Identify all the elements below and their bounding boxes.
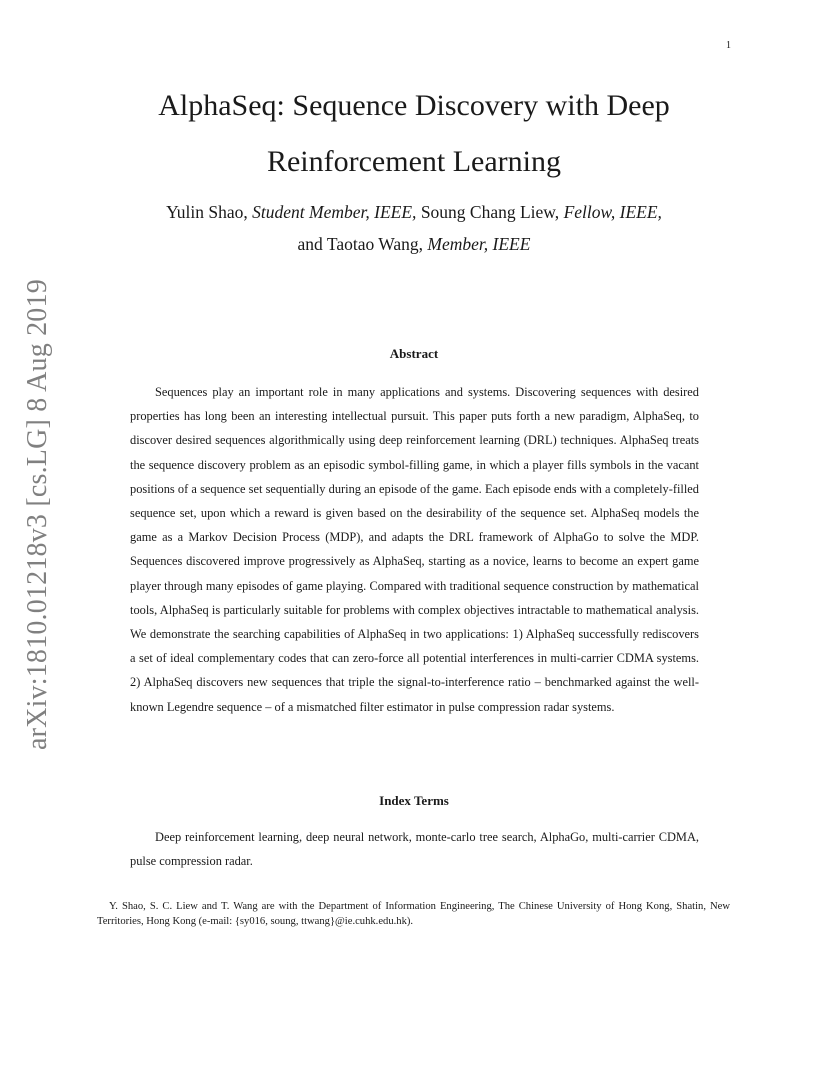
arxiv-identifier-stamp: arXiv:1810.01218v3 [cs.LG] 8 Aug 2019 <box>22 279 53 750</box>
abstract-heading: Abstract <box>389 346 439 361</box>
title-line-2: Reinforcement Learning <box>266 145 562 178</box>
author-affiliation-footnote: Y. Shao, S. C. Liew and T. Wang are with the Department of Information Engineering, The Chinese University of Hong Kong, Shatin, New Territories, Hong Kong (e-mail: {sy016, soung, ttwang}@ie.cuhk.edu.hk). <box>97 901 730 927</box>
paper-title <box>0 78 828 190</box>
abstract-body: Sequences play an important role in many applications and systems. Discovering sequences with desired properties has long been an interesting intellectual pursuit. This paper puts forth a new paradigm, AlphaSeq, to discover desired sequences algorithmically using deep reinforcement learning (DRL) techniques. AlphaSeq treats the sequence discovery problem as an episodic symbol-filling game, in which a player fills symbols in the vacant positions of a sequence set sequentially during an episode of the game. Each episode ends with a completely-filled sequence set, upon which a reward is given based on the desirability of the sequence set. AlphaSeq models the game as a Markov Decision Process (MDP), and adapts the DRL framework of AlphaGo to solve the MDP. Sequences discovered improve progressively as AlphaSeq, starting as a novice, learns to become an expert game player through many episodes of game playing. Compared with traditional sequence construction by mathematical tools, AlphaSeq is particularly suitable for problems with complex objectives intractable to mathematical analysis. We demonstrate the searching capabilities of AlphaSeq in two applications: 1) AlphaSeq successfully rediscovers a set of ideal complementary codes that can zero-force all potential interferences in multi-carrier CDMA systems. 2) AlphaSeq discovers new sequences that triple the signal-to-interference ratio – benchmarked against the well-known Legendre sequence – of a mismatched filter estimator in pulse compression radar systems. <box>130 385 699 714</box>
author-1-role: Student Member, IEEE, <box>252 202 417 222</box>
title-line-1: AlphaSeq: Sequence Discovery with Deep <box>158 89 670 122</box>
author-1-name: Yulin Shao, <box>166 202 253 222</box>
page-number: 1 <box>726 40 731 51</box>
index-terms-body: Deep reinforcement learning, deep neural network, monte-carlo tree search, AlphaGo, multi-carrier CDMA, pulse compression radar. <box>130 830 699 869</box>
author-2-role: Fellow, IEEE, <box>563 202 662 222</box>
author-3-role: Member, IEEE <box>427 234 531 254</box>
author-line-1 <box>0 196 828 228</box>
author-2-name: Soung Chang Liew, <box>416 202 564 222</box>
index-terms-heading: Index Terms <box>379 793 449 808</box>
author-line-2 <box>0 228 828 260</box>
author-3-name: and Taotao Wang, <box>297 234 428 254</box>
author-block <box>0 196 828 260</box>
